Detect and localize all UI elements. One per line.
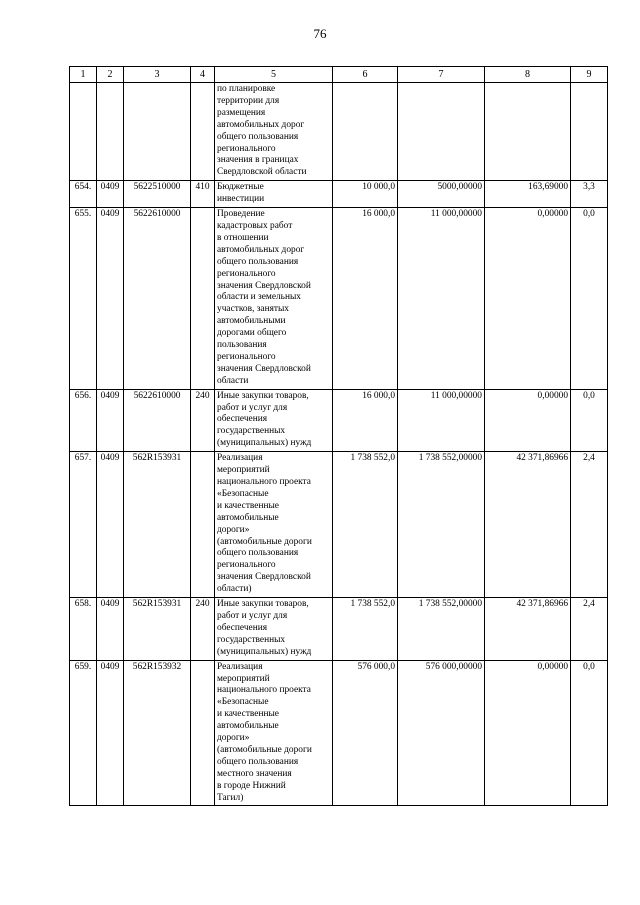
column-header: 6 — [333, 67, 398, 83]
plan-amount: 16 000,0 — [333, 208, 398, 390]
executed-amount: 0,00000 — [485, 389, 571, 452]
execution-percent: 3,3 — [571, 181, 608, 208]
row-number: 657. — [70, 452, 97, 598]
page-number: 76 — [313, 26, 327, 41]
expense-type — [191, 208, 215, 390]
column-header: 5 — [215, 67, 333, 83]
plan-amount: 10 000,0 — [333, 181, 398, 208]
target-code: 562R153932 — [124, 660, 191, 806]
item-name: по планировке территории для размещения автомобильных дорог общего пользования регионального значения в границах Свердловской области — [215, 83, 333, 181]
plan-amount — [333, 83, 398, 181]
table-row — [70, 598, 608, 661]
table-row — [70, 83, 608, 181]
plan-amount: 1 738 552,0 — [333, 452, 398, 598]
expense-type — [191, 83, 215, 181]
table-row — [70, 389, 608, 452]
target-code: 562R153931 — [124, 452, 191, 598]
budget-table — [69, 66, 608, 806]
approved-amount: 1 738 552,00000 — [398, 598, 485, 661]
row-number: 655. — [70, 208, 97, 390]
table-row — [70, 452, 608, 598]
section-code: 0409 — [97, 181, 124, 208]
execution-percent: 0,0 — [571, 389, 608, 452]
execution-percent: 2,4 — [571, 452, 608, 598]
target-code: 5622610000 — [124, 208, 191, 390]
expense-type — [191, 452, 215, 598]
executed-amount: 0,00000 — [485, 208, 571, 390]
row-number: 656. — [70, 389, 97, 452]
target-code — [124, 83, 191, 181]
column-header: 4 — [191, 67, 215, 83]
table-row — [70, 208, 608, 390]
section-code: 0409 — [97, 208, 124, 390]
expense-type: 240 — [191, 389, 215, 452]
row-number: 659. — [70, 660, 97, 806]
section-code: 0409 — [97, 452, 124, 598]
approved-amount: 11 000,00000 — [398, 208, 485, 390]
item-name: Бюджетные инвестиции — [215, 181, 333, 208]
column-header: 1 — [70, 67, 97, 83]
plan-amount: 16 000,0 — [333, 389, 398, 452]
approved-amount: 1 738 552,00000 — [398, 452, 485, 598]
expense-type — [191, 660, 215, 806]
executed-amount — [485, 83, 571, 181]
row-number: 658. — [70, 598, 97, 661]
target-code: 5622510000 — [124, 181, 191, 208]
approved-amount: 5000,00000 — [398, 181, 485, 208]
column-header: 8 — [485, 67, 571, 83]
item-name: Проведение кадастровых работ в отношении автомобильных дорог общего пользования регионального значения Свердловской области и земельных участков, занятых автомобильными дорогами общего пользования регионального значения Свердловской области — [215, 208, 333, 390]
target-code: 5622610000 — [124, 389, 191, 452]
execution-percent: 2,4 — [571, 598, 608, 661]
target-code: 562R153931 — [124, 598, 191, 661]
column-header: 7 — [398, 67, 485, 83]
approved-amount: 11 000,00000 — [398, 389, 485, 452]
execution-percent — [571, 83, 608, 181]
approved-amount — [398, 83, 485, 181]
item-name: Реализация мероприятий национального проекта «Безопасные и качественные автомобильные дороги» (автомобильные дороги общего пользования местного значения в городе Нижний Тагил) — [215, 660, 333, 806]
plan-amount: 1 738 552,0 — [333, 598, 398, 661]
row-number: 654. — [70, 181, 97, 208]
item-name: Иные закупки товаров, работ и услуг для обеспечения государственных (муниципальных) нужд — [215, 598, 333, 661]
execution-percent: 0,0 — [571, 660, 608, 806]
approved-amount: 576 000,00000 — [398, 660, 485, 806]
expense-type: 240 — [191, 598, 215, 661]
column-header: 2 — [97, 67, 124, 83]
header-row — [70, 67, 608, 83]
table-row — [70, 181, 608, 208]
execution-percent: 0,0 — [571, 208, 608, 390]
item-name: Реализация мероприятий национального проекта «Безопасные и качественные автомобильные дороги» (автомобильные дороги общего пользования регионального значения Свердловской области) — [215, 452, 333, 598]
section-code: 0409 — [97, 660, 124, 806]
section-code — [97, 83, 124, 181]
executed-amount: 42 371,86966 — [485, 598, 571, 661]
executed-amount: 163,69000 — [485, 181, 571, 208]
executed-amount: 42 371,86966 — [485, 452, 571, 598]
column-header: 3 — [124, 67, 191, 83]
column-header: 9 — [571, 67, 608, 83]
row-number — [70, 83, 97, 181]
executed-amount: 0,00000 — [485, 660, 571, 806]
section-code: 0409 — [97, 389, 124, 452]
table-row — [70, 660, 608, 806]
expense-type: 410 — [191, 181, 215, 208]
item-name: Иные закупки товаров, работ и услуг для обеспечения государственных (муниципальных) нужд — [215, 389, 333, 452]
section-code: 0409 — [97, 598, 124, 661]
plan-amount: 576 000,0 — [333, 660, 398, 806]
